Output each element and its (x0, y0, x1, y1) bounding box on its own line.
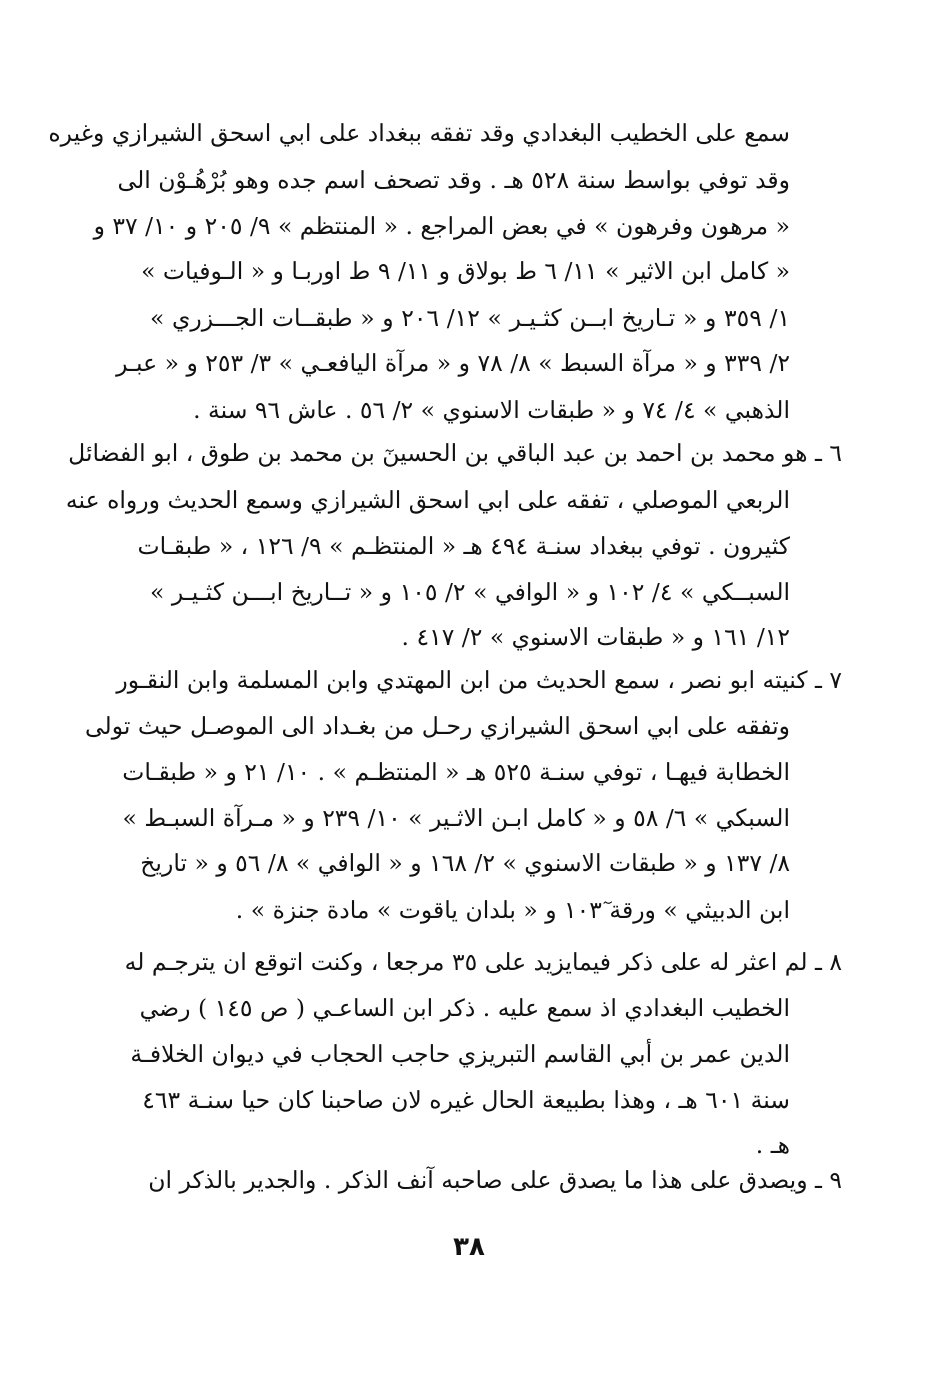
text-line: السبــكي » ٤/ ١٠٢ و « الوافي » ٢/ ١٠٥ و « تــاريخ ابـــن كثـيـر » (150, 578, 791, 606)
text-line: ٩ ـ ويصدق على هذا ما يصدق على صاحبه آنف الذكر . والجدير بالذكر ان (148, 1166, 842, 1194)
text-line: ٧ ـ كنيته ابو نصر ، سمع الحديث من ابن المهتدي وابن المسلمة وابن النقـور (116, 666, 842, 694)
page-number: ٣٨ (453, 1232, 485, 1262)
text-line: كثيرون . توفي ببغداد سنـة ٤٩٤ هـ « المنتظـم » ٩/ ١٢٦ ، « طبقـات (137, 532, 790, 560)
text-line: ٦ ـ هو محمد بن احمد بن عبد الباقي بن الحسينٓ بن محمد بن طوق ، ابو الفضائل (68, 439, 842, 467)
text-line: الذهبي » ٤/ ٧٤ و « طبقات الاسنوي » ٢/ ٥٦ . عاش ٩٦ سنة . (193, 396, 790, 424)
text-line: الخطابة فيهـا ، توفي سنـة ٥٢٥ هـ « المنتظـم » . ١٠/ ٢١ و « طبقـات (122, 758, 790, 786)
text-line: ٢/ ٣٣٩ و « مرآة السبط » ٨/ ٧٨ و « مرآة اليافعـي » ٣/ ٢٥٣ و « عبـر (116, 349, 790, 377)
text-line: ١٢/ ١٦١ و « طبقات الاسنوي » ٢/ ٤١٧ . (401, 623, 790, 651)
text-line: ابن الدبيثي » ورقة ١٠٣ٓ و « بلدان ياقوت » مادة جنزة » . (235, 896, 790, 924)
text-line: ٨ ـ لم اعثر له على ذكر فيمايزيد على ٣٥ مرجعا ، وكنت اتوقع ان يترجـم له (124, 948, 842, 976)
text-line: هـ . (755, 1131, 790, 1159)
text-line: « كامل ابن الاثير » ١١/ ٦ ط بولاق و ١١/ ٩ ط اوربـا و « الـوفيات » (141, 257, 790, 285)
text-line: ١/ ٣٥٩ و « تـاريخ ابــن كثـيـر » ١٢/ ٢٠٦ و « طبقــات الجـــزري » (150, 304, 791, 332)
text-line: الدين عمر بن أبي القاسم التبريزي حاجب الحجاب في ديوان الخلافـة (130, 1040, 790, 1068)
text-line: « مرهون وفرهون » في بعض المراجع . « المنتظم » ٩/ ٢٠٥ و ١٠/ ٣٧ و (93, 212, 790, 240)
text-line: الخطيب البغدادي اذ سمع عليه . ذكر ابن الساعـي ( ص ١٤٥ ) رضي (139, 994, 790, 1022)
text-line: وتفقه على ابي اسحق الشيرازي رحـل من بغـداد الى الموصـل حيث تولى (84, 712, 790, 740)
text-line: سنة ٦٠١ هـ ، وهذا بطبيعة الحال غيره لان صاحبنا كان حيا سنـة ٤٦٣ (142, 1086, 790, 1114)
text-line: الربعي الموصلي ، تفقه على ابي اسحق الشيرازي وسمع الحديث ورواه عنه (65, 486, 790, 514)
text-line: السبكي » ٦/ ٥٨ و « كامل ابـن الاثـير » ١٠/ ٢٣٩ و « مـرآة السبـط » (122, 804, 790, 832)
text-line: وقد توفي بواسط سنة ٥٢٨ هـ . وقد تصحف اسم جده وهو بُرْهُـوْن الى (117, 166, 790, 194)
text-line: ٨/ ١٣٧ و « طبقات الاسنوي » ٢/ ١٦٨ و « الوافي » ٨/ ٥٦ و « تاريخ (140, 849, 790, 877)
text-line: سمع على الخطيب البغدادي وقد تفقه ببغداد على ابي اسحق الشيرازي وغيره (48, 119, 790, 147)
